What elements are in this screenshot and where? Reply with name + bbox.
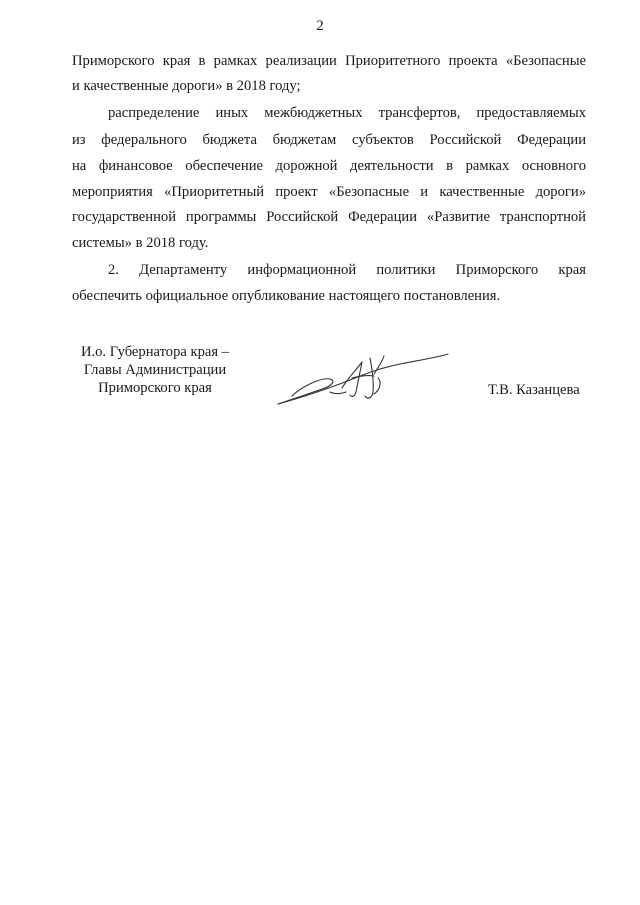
body-line: мероприятия «Приоритетный проект «Безопасные и качественные дороги» (72, 184, 586, 200)
body-line: системы» в 2018 году. (72, 235, 209, 251)
body-line: на финансовое обеспечение дорожной деятельности в рамках основного (72, 158, 586, 174)
body-line: обеспечить официальное опубликование настоящего постановления. (72, 288, 501, 304)
handwritten-signature (270, 348, 455, 410)
body-line: из федерального бюджета бюджетам субъектов Российской Федерации (72, 132, 586, 148)
body-line: 2. Департаменту информационной политики Приморского края (108, 262, 586, 278)
signatory-title (60, 343, 250, 397)
page-number: 2 (316, 18, 324, 34)
body-line: Приморского края в рамках реализации Приоритетного проекта «Безопасные (72, 53, 586, 69)
signatory-title-line: И.о. Губернатора края – (80, 344, 230, 360)
body-line: государственной программы Российской Федерации «Развитие транспортной (72, 209, 586, 225)
body-line: и качественные дороги» в 2018 году; (72, 78, 301, 94)
body-line: распределение иных межбюджетных трансфертов, предоставляемых (108, 105, 586, 121)
signatory-title-line: Приморского края (98, 380, 212, 396)
signatory-name: Т.В. Казанцева (488, 382, 580, 398)
signatory-title-line: Главы Администрации (83, 362, 227, 378)
